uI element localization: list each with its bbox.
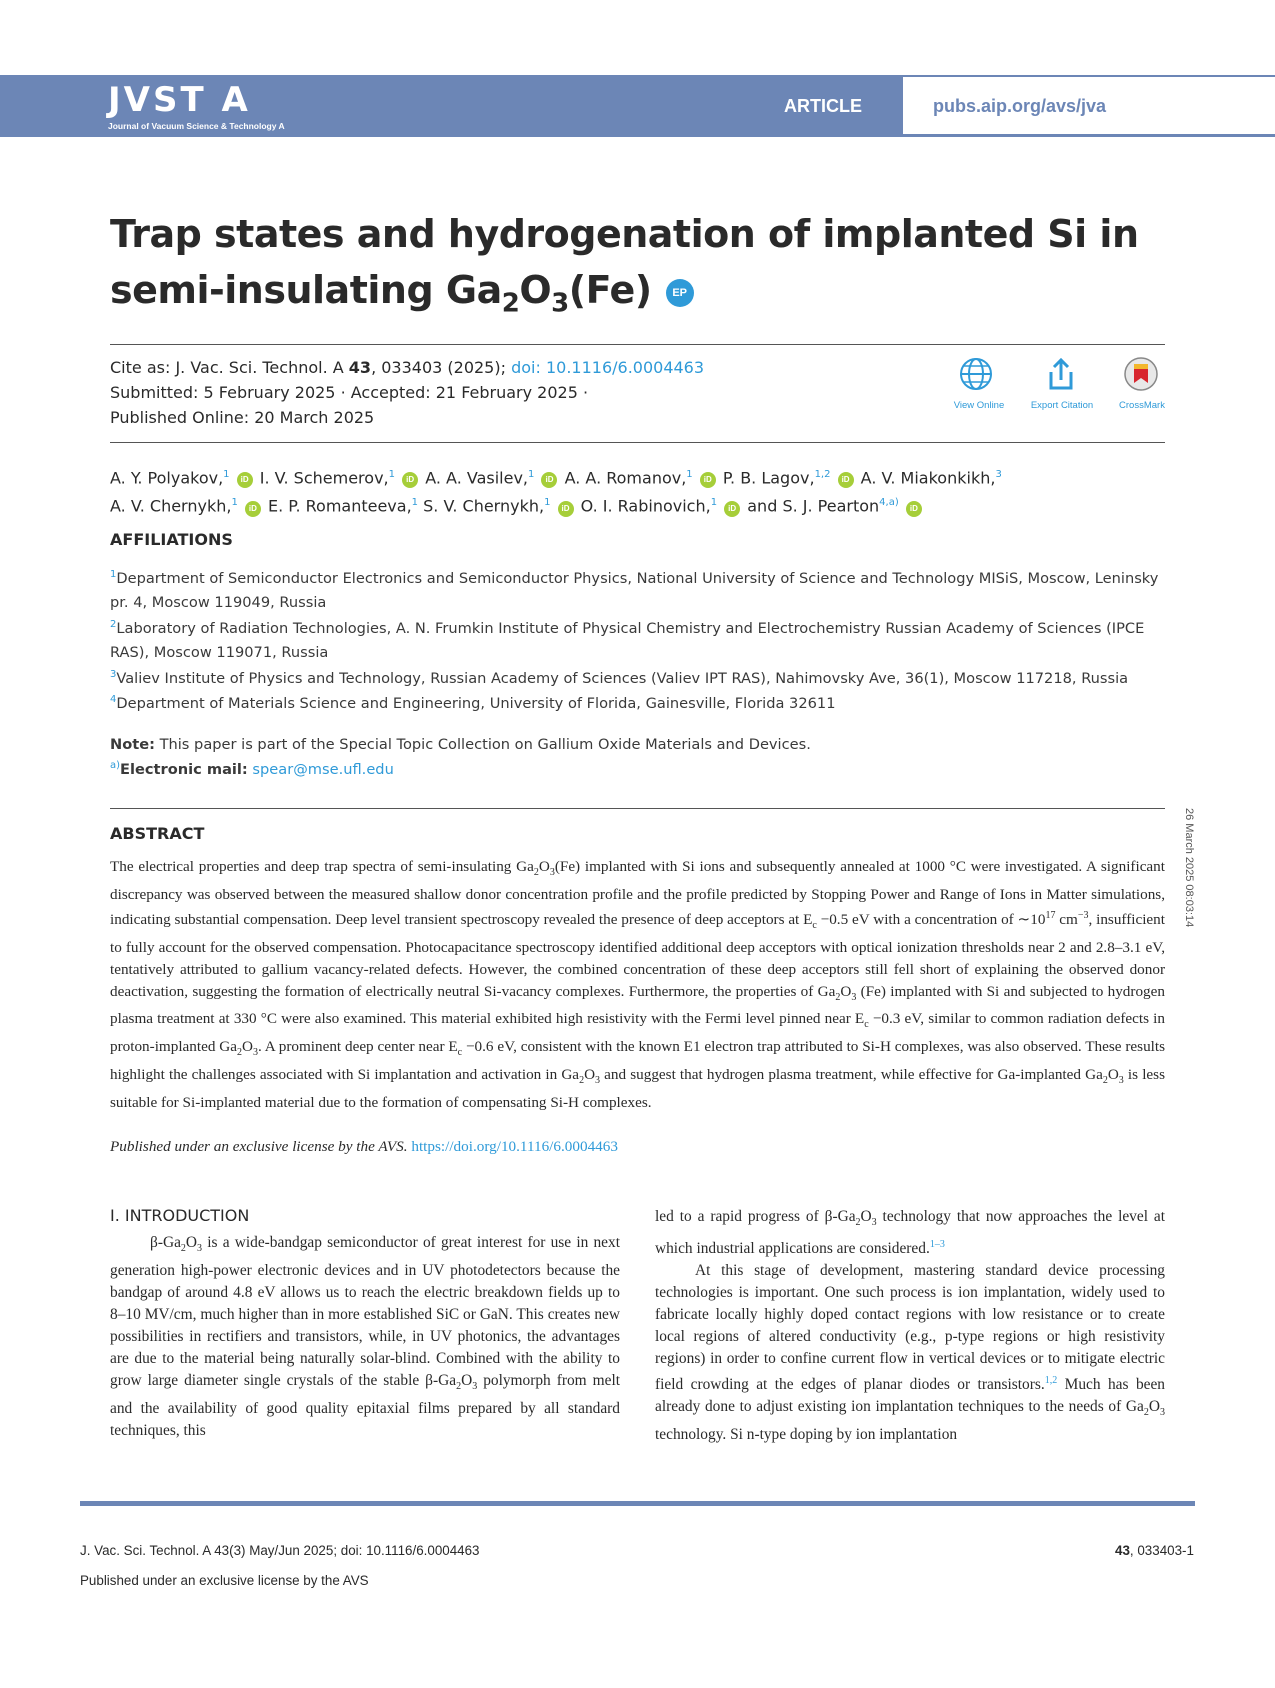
crossmark-icon[interactable] [1123, 356, 1159, 397]
export-citation-label[interactable]: Export Citation [1030, 400, 1094, 411]
author-name[interactable]: A. V. Miakonkikh, [860, 468, 996, 488]
email-mark: a) [110, 760, 121, 771]
paper-title [110, 206, 1160, 318]
affiliation-item [110, 613, 1170, 665]
article-type-label: ARTICLE [784, 96, 862, 116]
corresponding-email [110, 760, 394, 778]
author-affiliation: 1 [411, 497, 419, 509]
author-name[interactable]: P. B. Lagov, [722, 468, 815, 488]
cite-suffix: , 033403 (2025); [371, 358, 506, 377]
orcid-icon[interactable]: iD [906, 501, 922, 517]
cite-as-line [110, 358, 704, 377]
body-column-left: $\beta-Ga_2O_3$ is a wide-bandgap semiconductor of great interest for use in next generation high-power electronic devices and in UV photodetectors because the bandgap of around 4.8 eV allows us to reach the electric breakdown fields up to 8–10 MV/cm, much higher than in more established SiC or GaN. This creates new possibilities in rectifiers and transistors, while, in UV photonics, the advantages are due to the material being naturally solar-blind. Combined with the ability to grow large diameter single crystals of the stable $\beta-Ga_2O_3$ polymorph from melt and the availability of good quality epitaxial films prepared by all standard techniques, this [110, 1234, 620, 1440]
author-name[interactable]: E. P. Romanteeva, [268, 496, 412, 516]
cite-volume: 43 [348, 358, 372, 377]
divider [110, 344, 1165, 345]
footer-license: Published under an exclusive license by the AVS [80, 1573, 369, 1588]
author-affiliation: 1,2 [814, 469, 831, 480]
export-icon[interactable] [1043, 356, 1079, 397]
affiliation-item [110, 663, 1170, 691]
affiliation-number: 3 [110, 669, 117, 680]
doi-link[interactable]: doi: 10.1116/6.0004463 [511, 358, 705, 377]
body-column-right [655, 1206, 1165, 1446]
author-name[interactable]: A. A. Vasilev, [425, 468, 528, 488]
author-affiliation: 1 [528, 469, 535, 480]
author-list [110, 462, 1170, 519]
crossmark-label[interactable]: CrossMark [1119, 400, 1165, 411]
orcid-icon[interactable]: iD [700, 472, 716, 488]
author-affiliation: 4,a) [879, 497, 899, 509]
author-affiliation: 1 [231, 497, 238, 509]
abstract-heading: ABSTRACT [110, 824, 205, 843]
license-doi-link[interactable]: https://doi.org/10.1116/6.0004463 [411, 1138, 618, 1155]
orcid-icon[interactable]: iD [541, 472, 557, 488]
author-name[interactable]: S. V. Chernykh, [423, 496, 545, 516]
affiliation-text: Valiev Institute of Physics and Technology, Russian Academy of Sciences (Valiev IPT RAS), Nahimovsky Ave, 36(1), Moscow 117218, Russia [116, 669, 1129, 687]
footer-citation: J. Vac. Sci. Technol. A 43(3) May/Jun 2025; doi: 10.1116/6.0004463 [80, 1543, 480, 1558]
globe-icon[interactable] [958, 356, 994, 397]
email-label: Electronic mail: [120, 760, 248, 778]
journal-url-link[interactable]: pubs.aip.org/avs/jva [933, 96, 1107, 116]
note-label: Note: [110, 736, 155, 753]
author-affiliation: 1 [388, 469, 395, 480]
paragraph: At this stage of development, mastering standard device processing technologies is important. One such process is ion implantation, widely used to fabricate locally highly doped contact regions with low resistance or to create local regions of altered conductivity (e.g., p-type regions or high resistivity regions) in order to confine current flow in vertical devices or to mitigate electric field crowding at the edges of planar diodes or transistors.$^{1,2}$ Much has been already done to adjust existing ion implantation techniques to the needs of $Ga_2O_3$ technology. Si n-type doping by ion implantation [655, 1262, 1165, 1444]
paragraph: led to a rapid progress of $\beta-Ga_2O_3$ technology that now approaches the level at which industrial applications are considered.$^{1-3}$ [655, 1208, 1165, 1258]
license-text: Published under an exclusive license by the AVS. [110, 1138, 408, 1155]
author-name[interactable]: A. A. Romanov, [564, 468, 687, 488]
note-text: This paper is part of the Special Topic Collection on Gallium Oxide Materials and Devices. [154, 736, 811, 753]
footer-volume: 43 [1115, 1543, 1130, 1558]
title-sub-3: 3 [551, 288, 569, 319]
affiliations-heading: AFFILIATIONS [110, 530, 233, 549]
orcid-icon[interactable]: iD [838, 472, 854, 488]
affiliation-item [110, 688, 1170, 716]
section-heading: I. INTRODUCTION [110, 1206, 250, 1225]
abstract-text: The electrical properties and deep trap spectra of semi-insulating $Ga_2O_3(Fe)$ implanted with Si ions and subsequently annealed at 1000 °C were investigated. A significant discrepancy was observed between the measured shallow donor concentration profile and the profile predicted by Stopping Power and Range of Ions in Matter simulations, indicating substantial compensation. Deep level transient spectroscopy revealed the presence of deep acceptors at $E_c -0.5$ eV with a concentration of $\sim 10^{17}$ $cm^{-3}$, insufficient to fully account for the observed compensation. Photocapacitance spectroscopy identified additional deep acceptors with optical ionization thresholds near 2 and 2.8–3.1 eV, tentatively attributed to gallium vacancy-related defects. However, the combined concentration of these deep acceptors still fell short of explaining the observed donor deactivation, suggesting the formation of electrically neutral Si-vacancy complexes. Furthermore, the properties of $Ga_2O_3$ (Fe) implanted with Si and subjected to hydrogen plasma treatment at 330 °C were also examined. This material exhibited high resistivity with the Fermi level pinned near $E_c -0.3$ eV, similar to common radiation defects in proton-implanted $Ga_2O_3$. A prominent deep center near $E_c -0.6$ eV, consistent with the known E1 electron trap attributed to Si-H complexes, was also observed. These results highlight the challenges associated with Si implantation and activation in $Ga_2O_3$ and suggest that hydrogen plasma treatment, while effective for Ga-implanted $Ga_2O_3$ is less suitable for Si-implanted material due to the formation of compensating Si-H complexes. [110, 858, 1166, 1111]
journal-logo[interactable]: JVST A [108, 80, 251, 120]
submission-dates: Submitted: 5 February 2025 · Accepted: 21 February 2025 · [110, 383, 589, 402]
author-name[interactable]: I. V. Schemerov, [259, 468, 389, 488]
affiliation-number: 4 [110, 694, 117, 705]
author-name[interactable]: O. I. Rabinovich, [580, 496, 711, 516]
published-online-date: Published Online: 20 March 2025 [110, 408, 375, 427]
view-online-label[interactable]: View Online [953, 400, 1005, 411]
editors-pick-badge[interactable]: EP [666, 279, 694, 307]
title-line-2-post: (Fe) [568, 268, 652, 312]
author-affiliation: 1 [686, 469, 693, 480]
download-timestamp: 26 March 2025 08:03:14 [1183, 808, 1195, 928]
divider [110, 808, 1165, 809]
title-line-2-pre: semi-insulating Ga [110, 268, 502, 312]
email-link[interactable]: spear@mse.ufl.edu [252, 760, 394, 778]
author-name[interactable]: and S. J. Pearton [747, 496, 880, 516]
author-name[interactable]: A. V. Chernykh, [110, 496, 232, 516]
footer-page: , 033403-1 [1129, 1543, 1194, 1558]
abstract-license [110, 1138, 618, 1156]
footer-page-number [1115, 1543, 1194, 1558]
special-topic-note [110, 736, 811, 753]
author-affiliation: 1 [710, 497, 718, 509]
divider [110, 442, 1165, 443]
journal-logo-subtitle: Journal of Vacuum Science & Technology A [108, 121, 285, 131]
affiliation-text: Department of Semiconductor Electronics and Semiconductor Physics, National University of Science and Technology MISiS, Moscow, Leninsky pr. 4, Moscow 119049, Russia [110, 569, 1159, 611]
author-name[interactable]: A. Y. Polyakov, [110, 468, 224, 488]
affiliation-text: Laboratory of Radiation Technologies, A. N. Frumkin Institute of Physical Chemistry and Electrochemistry Russian Academy of Sciences (IPCE RAS), Moscow 119071, Russia [110, 619, 1145, 661]
orcid-icon[interactable]: iD [558, 501, 574, 517]
affiliation-item [110, 563, 1170, 615]
author-affiliation: 1 [223, 469, 230, 480]
title-sub-2: 2 [501, 288, 520, 319]
cite-prefix: Cite as: J. Vac. Sci. Technol. A [110, 358, 349, 377]
orcid-icon[interactable]: iD [724, 501, 740, 517]
orcid-icon[interactable]: iD [402, 472, 418, 488]
author-affiliation: 3 [995, 469, 1002, 480]
orcid-icon[interactable]: iD [245, 501, 261, 517]
footer-rule [80, 1501, 1195, 1506]
affiliation-number: 2 [110, 619, 117, 630]
title-line-2-mid: O [519, 268, 552, 312]
author-affiliation: 1 [544, 497, 551, 509]
affiliation-number: 1 [110, 569, 117, 580]
title-line-1: Trap states and hydrogenation of implanted Si in [110, 212, 1139, 256]
orcid-icon[interactable]: iD [237, 472, 253, 488]
affiliation-text: Department of Materials Science and Engineering, University of Florida, Gainesville, Florida 32611 [116, 694, 836, 712]
